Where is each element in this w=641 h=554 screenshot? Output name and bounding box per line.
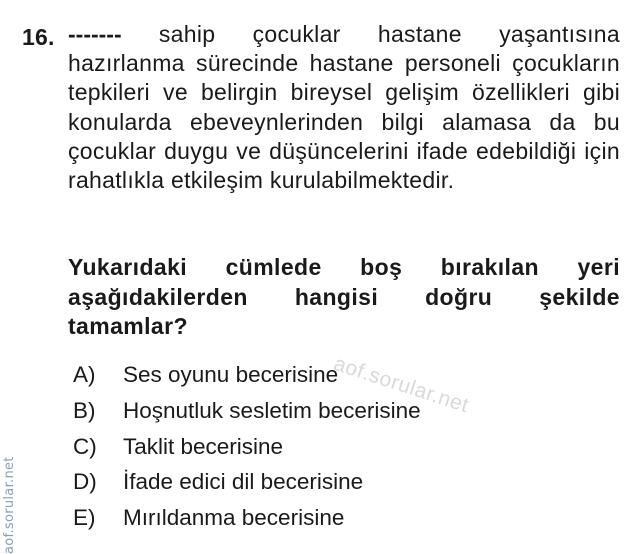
option-e[interactable]	[73, 505, 421, 541]
stem-line: çocukların tepkileri ve belirgin bireysel gelişim	[68, 50, 620, 106]
prompt-line: aşağıdakilerden hangisi doğru şekilde	[68, 283, 620, 310]
option-letter: A)	[73, 362, 96, 387]
stem-line: ifade edebildiği için rahatlıkla etkileşim	[68, 137, 620, 194]
stem-blank: -------	[68, 21, 122, 47]
question-number: 16.	[22, 24, 55, 50]
option-text: Taklit becerisine	[123, 433, 284, 459]
option-text: Mırıldanma becerisine	[123, 505, 345, 531]
option-letter: B)	[73, 397, 96, 423]
option-letter: D)	[73, 469, 97, 495]
option-b[interactable]	[73, 398, 421, 434]
prompt-line: Yukarıdaki cümlede boş bırakılan yeri	[68, 254, 620, 280]
question-prompt	[68, 253, 620, 342]
option-text: Ses oyunu becerisine	[123, 362, 339, 387]
stem-line: kurulabilmektedir.	[269, 167, 455, 194]
option-d[interactable]	[73, 469, 421, 505]
option-c[interactable]	[73, 434, 421, 470]
option-a[interactable]	[73, 362, 421, 398]
stem-line: özellikleri gibi konularda ebeveynlerinden bilgi	[68, 79, 620, 135]
option-letter: C)	[73, 433, 97, 459]
side-watermark-container	[2, 0, 20, 554]
answer-options	[73, 362, 421, 541]
question-stem	[68, 20, 620, 195]
watermark-side: aof.sorular.net	[2, 456, 17, 554]
stem-line: alamasa da bu çocuklar duygu ve düşüncelerini	[68, 108, 620, 164]
stem-line: hazırlanma sürecinde hastane personeli	[68, 50, 501, 77]
watermark-diagonal: aof.sorular.net	[330, 352, 472, 418]
prompt-line: tamamlar?	[68, 313, 188, 339]
stem-line: sahip çocuklar hastane yaşantısına	[121, 21, 620, 47]
option-letter: E)	[73, 505, 96, 531]
option-text: Hoşnutluk sesletim becerisine	[123, 397, 421, 423]
option-text: İfade edici dil becerisine	[123, 469, 364, 495]
